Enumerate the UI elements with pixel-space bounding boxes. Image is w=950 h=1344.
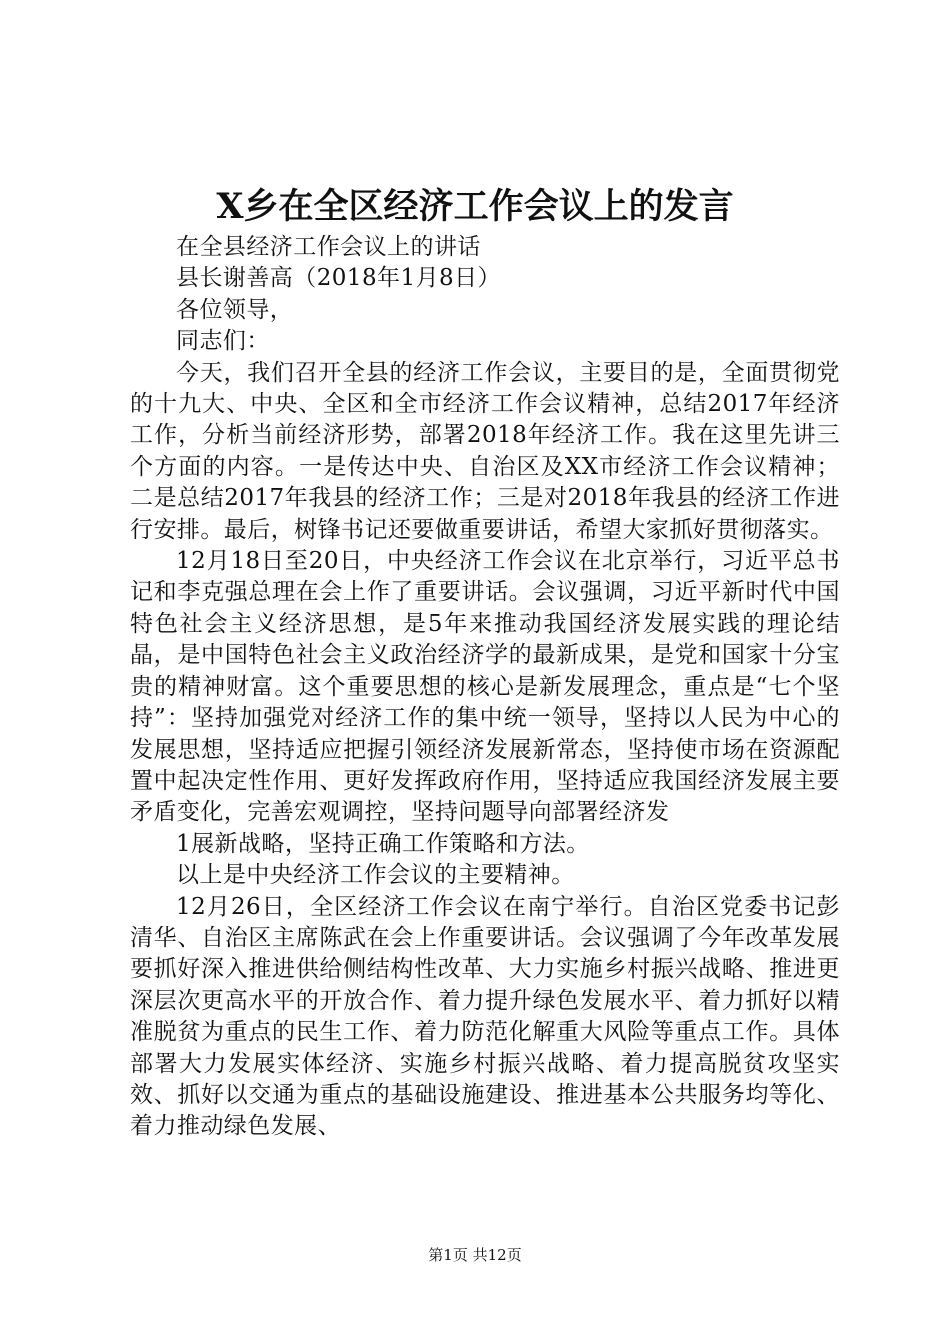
paragraph-body: 今天，我们召开全县的经济工作会议，主要目的是，全面贯彻党的十九大、中央、全区和全市经济工作会议精神，总结2017年经济工作，分析当前经济形势，部署2018年经济工作。我在这里先讲三个方面的内容。一是传达中央、自治区及XX市经济工作会议精神；二是总结2017年我县的经济工作；三是对2018年我县的经济工作进行安排。最后，树锋书记还要做重要讲话，希望大家抓好贯彻落实。: [130, 359, 840, 543]
page-number-footer: 第1页 共12页: [428, 1246, 522, 1264]
paragraph-greeting-leaders: 各位领导，: [176, 296, 294, 323]
paragraph-greeting-comrades: 同志们：: [176, 328, 270, 355]
paragraph-body: 12月26日，全区经济工作会议在南宁举行。自治区党委书记彭清华、自治区主席陈武在会上作重要讲话。会议强调了今年改革发展要抓好深入推进供给侧结构性改革、大力实施乡村振兴战略、推进更深层次更高水平的开放合作、着力提升绿色发展水平、着力抓好以精准脱贫为重点的民生工作、着力防范化解重大风险等重点工作。具体部署大力发展实体经济、实施乡村振兴战略、着力提高脱贫攻坚实效、抓好以交通为重点的基础设施建设、推进基本公共服务均等化、着力推动绿色发展、: [130, 893, 840, 1140]
paragraph-speaker-line: 县长谢善高（2018年1月8日）: [176, 265, 501, 292]
paragraph-speech-heading: 在全县经济工作会议上的讲话: [176, 234, 481, 260]
paragraph-body: 1展新战略，坚持正确工作策略和方法。: [176, 830, 590, 857]
paragraph-body: 以上是中央经济工作会议的主要精神。: [176, 862, 575, 889]
document-body: [130, 232, 840, 1143]
paragraph-body: 12月18日至20日，中央经济工作会议在北京举行，习近平总书记和李克强总理在会上作了重要讲话。会议强调，习近平新时代中国特色社会主义经济思想，是5年来推动我国经济发展实践的理论结晶，是中国特色社会主义政治经济学的最新成果，是党和国家十分宝贵的精神财富。这个重要思想的核心是新发展理念，重点是“七个坚持”：坚持加强党对经济工作的集中统一领导，坚持以人民为中心的发展思想，坚持适应把握引领经济发展新常态，坚持使市场在资源配置中起决定性作用、更好发挥政府作用，坚持适应我国经济发展主要矛盾变化，完善宏观调控，坚持问题导向部署经济发: [130, 548, 840, 826]
document-title: X乡在全区经济工作会议上的发言: [216, 186, 734, 227]
